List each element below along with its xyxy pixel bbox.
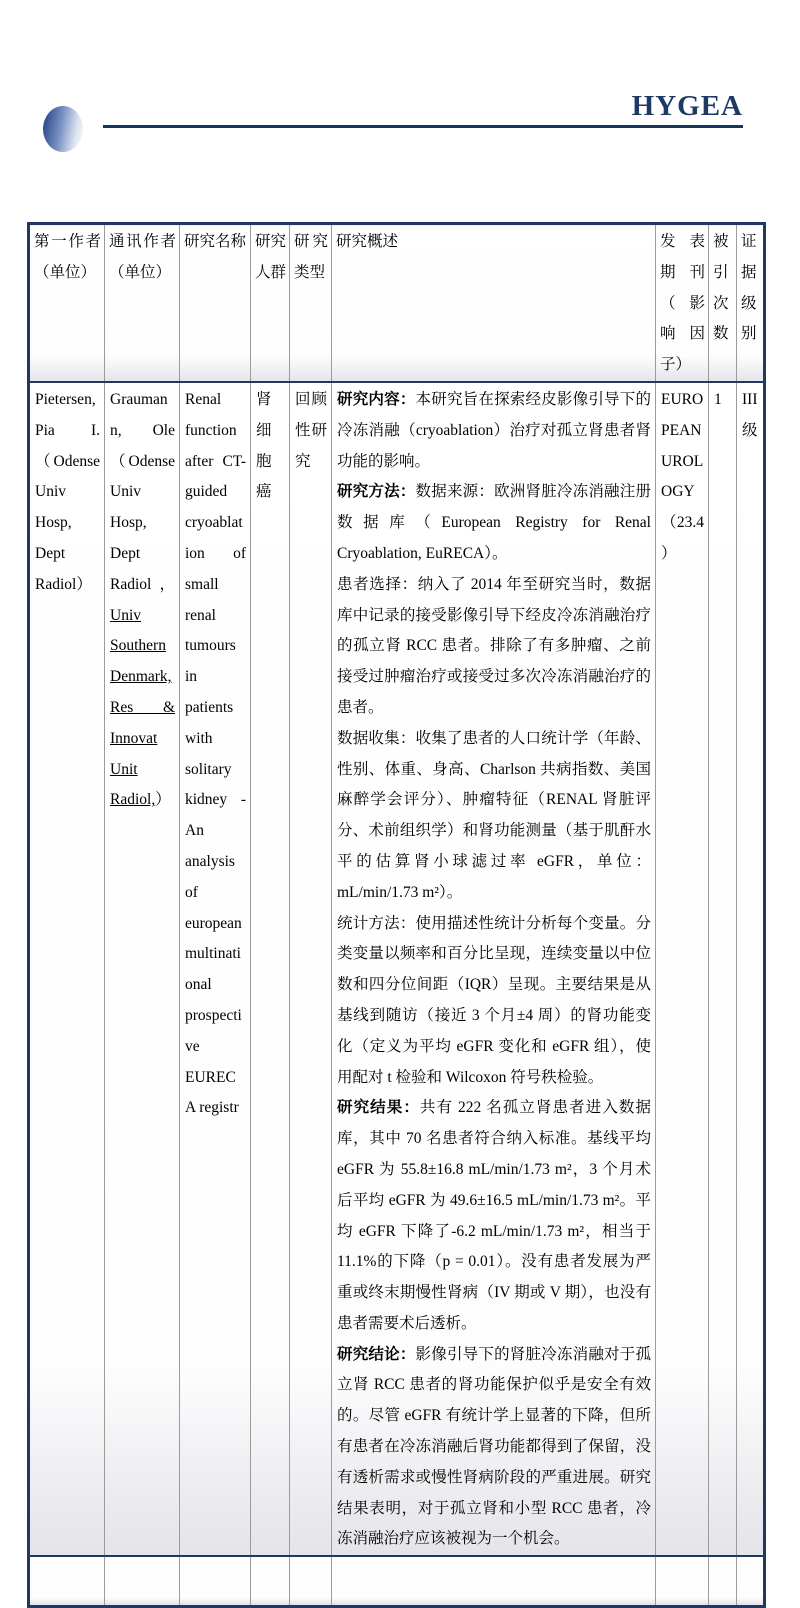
overview-text: 影像引导下的肾脏冷冻消融对于孤立肾 RCC 患者的肾功能保护似乎是安全有效的。尽管 eGFR 有统计学上显著的下降，但所有患者在冷冻消融后肾功能都得到了保留，没有透析需求或慢性肾病阶段的严重进展。研究结果表明，对于孤立肾和小型 RCC 患者，冷冻消融治疗应该被视为一个机会。 [337, 1345, 651, 1548]
cell-corresponding-author [105, 382, 180, 1556]
cell-evidence-level: III 级 [737, 382, 765, 1556]
empty-cell [709, 1556, 737, 1606]
empty-cell [290, 1556, 332, 1606]
overview-label: 患者选择： [337, 575, 418, 593]
cell-overview [332, 382, 656, 1556]
brand-logo-text: HYGEA [631, 90, 743, 122]
table-row [29, 382, 765, 1556]
cell-citations: 1 [709, 382, 737, 1556]
table-row-partial [29, 1556, 765, 1606]
overview-paragraph-content [337, 385, 651, 477]
overview-label: 研究内容： [337, 390, 416, 408]
cell-study-type: 回顾性研究 [290, 382, 332, 1556]
col-header-study-title: 研究名称 [180, 224, 251, 382]
header-divider [103, 125, 743, 128]
overview-paragraph-conclusion [337, 1340, 651, 1556]
cell-journal: EUROPEAN UROLOGY （23.4） [656, 382, 709, 1556]
overview-label: 研究结论： [337, 1345, 416, 1363]
corresponding-author-underlined-text: Univ Southern Denmark, Res & Innovat Unit Radiol, [110, 606, 175, 809]
overview-paragraph-results [337, 1093, 651, 1339]
overview-text: 收集了患者的人口统计学（年龄、性别、体重、身高、Charlson 共病指数、美国麻醉学会评分）、肿瘤特征（RENAL 肾脏评分、术前组织学）和肾功能测量（基于肌酐水平的估算肾小球滤过率 eGFR，单位：mL/min/1.73 m²）。 [337, 729, 651, 901]
col-header-first-author: 第一作者（单位） [29, 224, 105, 382]
cell-study-title: Renal function after CT-guided cryoablation of small renal tumours in patients with solitary kidney - An analysis of european multinational prospective EURECA registr [180, 382, 251, 1556]
evidence-table [27, 222, 766, 1608]
col-header-citations: 被引次数 [709, 224, 737, 382]
overview-label: 研究方法： [337, 483, 416, 501]
empty-cell [180, 1556, 251, 1606]
col-header-study-type: 研究类型 [290, 224, 332, 382]
overview-text: 共有 222 名孤立肾患者进入数据库，其中 70 名患者符合纳入标准。基线平均 eGFR 为 55.8±16.8 mL/min/1.73 m²，3 个月术后平均 eGFR 为 49.6±16.5 mL/min/1.73 m²。平均 eGFR 下降了-6.2 mL/min/1.73 m²，相当于 11.1%的下降（p = 0.01）。没有患者发展为严重或终末期慢性肾病（IV 期或 V 期），也没有患者需要术后透析。 [337, 1099, 651, 1332]
empty-cell [737, 1556, 765, 1606]
overview-label: 统计方法： [337, 914, 416, 932]
overview-text: 纳入了 2014 年至研究当时，数据库中记录的接受影像引导下经皮冷冻消融治疗的孤立肾 RCC 患者。排除了有多肿瘤、之前接受过肿瘤治疗或接受过多次冷冻消融治疗的患者。 [337, 575, 651, 716]
overview-paragraph-statistics [337, 909, 651, 1094]
empty-cell [251, 1556, 290, 1606]
corresponding-author-close-paren: ） [155, 791, 171, 809]
empty-cell [656, 1556, 709, 1606]
overview-paragraph-data-collection [337, 724, 651, 909]
overview-text: 本研究旨在探索经皮影像引导下的冷冻消融（cryoablation）治疗对孤立肾患者肾功能的影响。 [337, 390, 651, 470]
empty-cell [29, 1556, 105, 1606]
col-header-population: 研究人群 [251, 224, 290, 382]
corresponding-author-text: Graumann, Ole （Odense Univ Hosp, Dept Radiol， [110, 390, 175, 593]
col-header-evidence: 证据级别 [737, 224, 765, 382]
col-header-journal: 发表期刊（影响因子） [656, 224, 709, 382]
header-row [29, 224, 765, 382]
col-header-corresponding-author: 通讯作者（单位） [105, 224, 180, 382]
overview-label: 数据收集： [337, 729, 416, 747]
overview-paragraph-methods [337, 477, 651, 569]
overview-label: 研究结果： [337, 1099, 420, 1117]
overview-paragraph-patient-selection [337, 570, 651, 724]
cell-first-author: Pietersen, Pia I. （Odense Univ Hosp, Dept Radiol） [29, 382, 105, 1556]
empty-cell [332, 1556, 656, 1606]
overview-text: 使用描述性统计分析每个变量。分类变量以频率和百分比呈现，连续变量以中位数和四分位间距（IQR）呈现。主要结果是从基线到随访（接近 3 个月±4 周）的肾功能变化（定义为平均 eGFR 变化和 eGFR 组），使用配对 t 检验和 Wilcoxon 符号秩检验。 [337, 914, 651, 1086]
col-header-overview: 研究概述 [332, 224, 656, 382]
empty-cell [105, 1556, 180, 1606]
cell-population: 肾细胞癌 [251, 382, 290, 1556]
overview-text: 数据来源：欧洲肾脏冷冻消融注册数据库（European Registry for Renal Cryoablation, EuRECA）。 [337, 483, 651, 562]
